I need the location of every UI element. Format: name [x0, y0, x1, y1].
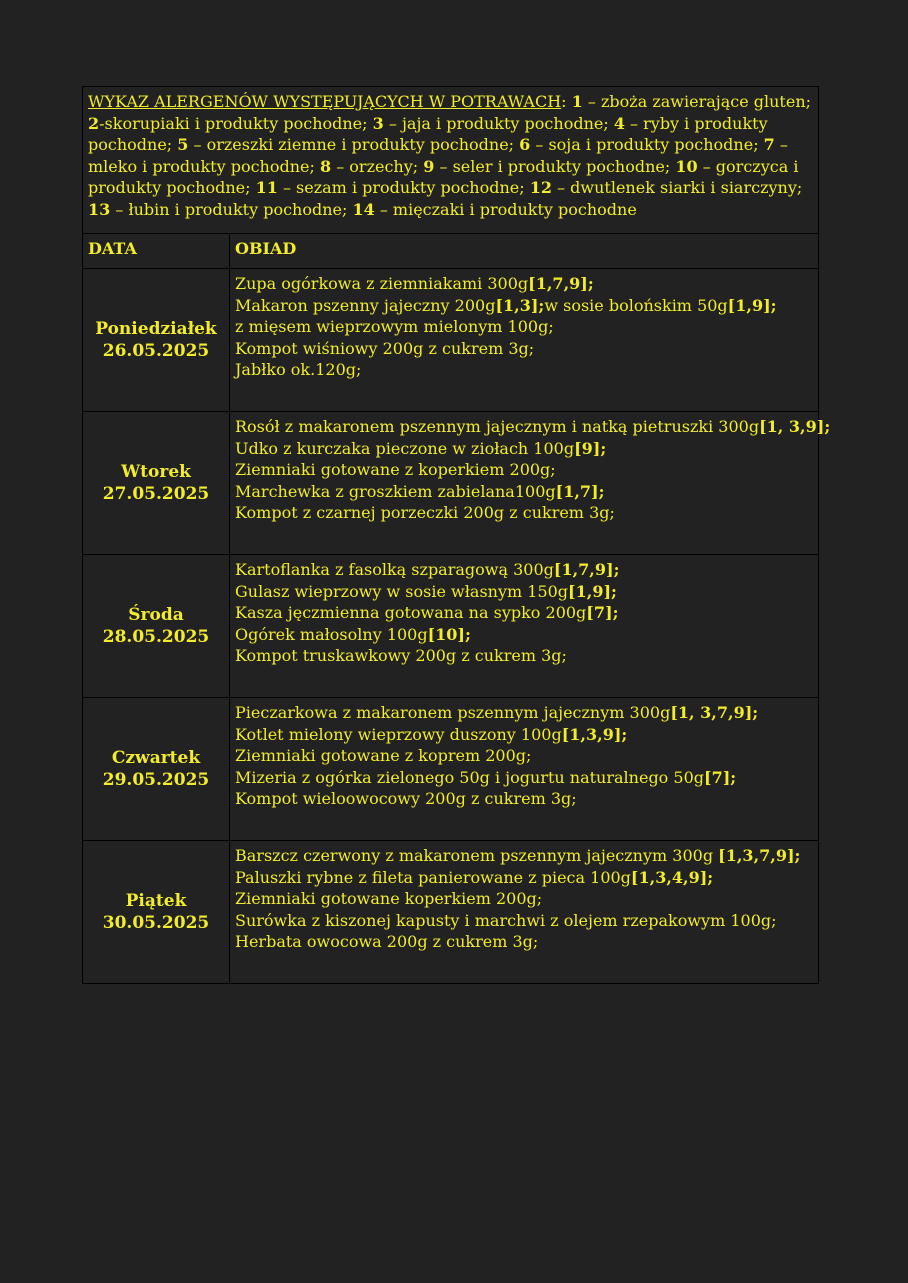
meal-cell [230, 412, 831, 555]
meal-item [235, 359, 813, 381]
meal-text: Rosół z makaronem pszennym jajecznym i natką pietruszki 300g [235, 417, 760, 436]
meal-item [235, 416, 831, 438]
meal-text: Zupa ogórkowa z ziemniakami 300g [235, 274, 529, 293]
meal-item [235, 745, 813, 767]
meal-item [235, 295, 813, 317]
allergen-codes: [1,3,9]; [561, 724, 628, 744]
meal-cell [230, 841, 819, 984]
meal-text: Ziemniaki gotowane z koprem 200g; [235, 746, 532, 765]
meal-text: Kompot wieloowocowy 200g z cukrem 3g; [235, 789, 577, 808]
day-name: Środa [128, 605, 184, 625]
meal-text: Kasza jęczmienna gotowana na sypko 200g [235, 603, 587, 622]
meal-item [235, 602, 813, 624]
meal-text: Gulasz wieprzowy w sosie własnym 150g [235, 581, 569, 601]
day-name: Wtorek [121, 462, 191, 482]
meal-item [235, 624, 813, 646]
meal-text: Marchewka z groszkiem zabielana100g [235, 481, 556, 501]
allergen-codes: [1,7,9]; [553, 560, 620, 579]
header-row [83, 234, 819, 269]
allergen-codes: [1,9]; [568, 581, 617, 601]
allergen-description: – dwutlenek siarki i siarczyny; [552, 178, 803, 197]
meal-text: Udko z kurczaka pieczone w ziołach 100g [235, 438, 575, 458]
meal-item [235, 888, 813, 910]
menu-table [82, 86, 831, 984]
allergen-row [83, 87, 819, 234]
date-cell [83, 555, 230, 698]
allergen-number: 3 [372, 113, 384, 133]
allergen-legend [83, 87, 819, 234]
day-row [83, 269, 819, 412]
allergen-codes: [1,3,7,9]; [718, 846, 801, 865]
allergen-legend-title: WYKAZ ALERGENÓW WYSTĘPUJĄCYCH W POTRAWACH [88, 92, 562, 111]
meal-text: w sosie bolońskim 50g [544, 295, 728, 315]
allergen-codes: [1,7,9]; [528, 274, 594, 293]
allergen-number: 12 [529, 178, 552, 197]
day-name: Czwartek [111, 748, 201, 768]
allergen-codes: [7]; [704, 767, 737, 787]
meal-item [235, 559, 813, 581]
allergen-description: – zboża zawierające gluten; [582, 92, 812, 111]
allergen-codes: [1,3,4,9]; [630, 867, 714, 887]
allergen-number: 1 [571, 92, 583, 111]
meal-cell [230, 555, 819, 698]
allergen-number: 9 [423, 156, 435, 176]
allergen-codes: [10]; [427, 624, 471, 644]
date-cell [83, 412, 230, 555]
day-rows [83, 269, 831, 984]
meal-text: Kompot truskawkowy 200g z cukrem 3g; [235, 646, 567, 665]
day-date: 27.05.2025 [102, 484, 210, 504]
header-date: DATA [83, 234, 230, 269]
meal-text: Barszcz czerwony z makaronem pszennym jajecznym 300g [235, 846, 719, 865]
allergen-codes: [1, 3,7,9]; [670, 703, 759, 722]
meal-item [235, 581, 813, 603]
allergen-number: 10 [675, 156, 698, 176]
meal-item [235, 931, 813, 953]
meal-item [235, 273, 813, 295]
allergen-number: 5 [177, 135, 189, 154]
header-lunch: OBIAD [230, 234, 819, 269]
allergen-legend-colon: : [561, 92, 567, 111]
allergen-description: -skorupiaki i produkty pochodne; [99, 113, 373, 133]
day-row [83, 698, 819, 841]
meal-item [235, 788, 813, 810]
meal-text: Jabłko ok.120g; [235, 360, 362, 379]
meal-item [235, 767, 813, 789]
allergen-description: – orzeszki ziemne i produkty pochodne; [188, 135, 520, 154]
allergen-number: 8 [319, 156, 332, 176]
meal-text: Paluszki rybne z fileta panierowane z pieca 100g [235, 867, 631, 887]
meal-text: Kompot wiśniowy 200g z cukrem 3g; [235, 338, 535, 358]
allergen-description: – jaja i produkty pochodne; [383, 113, 614, 133]
meal-text: Kartoflanka z fasolką szparagową 300g [235, 560, 554, 579]
allergen-codes: [7]; [586, 603, 619, 622]
meal-text: Surówka z kiszonej kapusty i marchwi z olejem rzepakowym 100g; [235, 910, 777, 930]
allergen-codes: [1,7]; [555, 481, 605, 501]
allergen-description: – ryby i produkty pochodne; [88, 113, 768, 154]
meal-text: Ziemniaki gotowane koperkiem 200g; [235, 889, 543, 908]
allergen-codes: [1, 3,9]; [759, 417, 831, 436]
meal-item [235, 438, 813, 460]
meal-text: Kompot z czarnej porzeczki 200g z cukrem 3g; [235, 503, 615, 522]
meal-item [235, 645, 813, 667]
allergen-description: – sezam i produkty pochodne; [277, 178, 530, 197]
allergen-description: – soja i produkty pochodne; [530, 135, 764, 154]
meal-text: Pieczarkowa z makaronem pszennym jajecznym 300g [235, 703, 671, 722]
day-name: Poniedziałek [95, 319, 217, 339]
day-date: 30.05.2025 [102, 913, 210, 933]
day-name: Piątek [125, 891, 187, 911]
allergen-description: – mleko i produkty pochodne; [88, 135, 788, 176]
allergen-codes: [1,9]; [727, 295, 777, 315]
day-date: 28.05.2025 [102, 627, 210, 647]
allergen-description: – gorczyca i produkty pochodne; [88, 156, 799, 197]
meal-cell [230, 269, 819, 412]
date-cell [83, 269, 230, 412]
allergen-description: – mięczaki i produkty pochodne [374, 199, 637, 219]
meal-item [235, 845, 813, 867]
meal-text: Ogórek małosolny 100g [235, 624, 428, 644]
date-cell [83, 698, 230, 841]
allergen-description: – łubin i produkty pochodne; [110, 199, 353, 219]
allergen-codes: [1,3]; [495, 295, 545, 315]
allergen-number: 4 [613, 113, 625, 133]
allergen-codes: [9]; [574, 438, 607, 458]
allergen-number: 7 [763, 135, 775, 154]
meal-text: Mizeria z ogórka zielonego 50g i jogurtu naturalnego 50g [235, 767, 704, 787]
meal-item [235, 867, 813, 889]
meal-item [235, 702, 813, 724]
date-cell [83, 841, 230, 984]
allergen-description: – orzechy; [331, 156, 424, 176]
allergen-number: 6 [519, 135, 531, 154]
meal-text: Ziemniaki gotowane z koperkiem 200g; [235, 460, 556, 479]
day-date: 26.05.2025 [102, 341, 210, 361]
meal-item [235, 459, 813, 481]
day-row [83, 841, 819, 984]
meal-item [235, 724, 813, 746]
meal-cell [230, 698, 819, 841]
allergen-number: 13 [88, 199, 111, 219]
meal-item [235, 910, 813, 932]
meal-item [235, 481, 813, 503]
meal-text: Herbata owocowa 200g z cukrem 3g; [235, 932, 539, 951]
allergen-number: 14 [352, 199, 375, 219]
meal-text: Makaron pszenny jajeczny 200g [235, 295, 496, 315]
meal-item [235, 502, 813, 524]
day-date: 29.05.2025 [102, 770, 210, 790]
meal-text: z mięsem wieprzowym mielonym 100g; [235, 317, 554, 336]
day-row [83, 555, 819, 698]
meal-text: Kotlet mielony wieprzowy duszony 100g [235, 724, 562, 744]
allergen-number: 2 [88, 113, 100, 133]
day-row [83, 412, 819, 555]
meal-item [235, 316, 813, 338]
allergen-description: – seler i produkty pochodne; [434, 156, 676, 176]
allergen-number: 11 [255, 178, 278, 197]
meal-item [235, 338, 813, 360]
